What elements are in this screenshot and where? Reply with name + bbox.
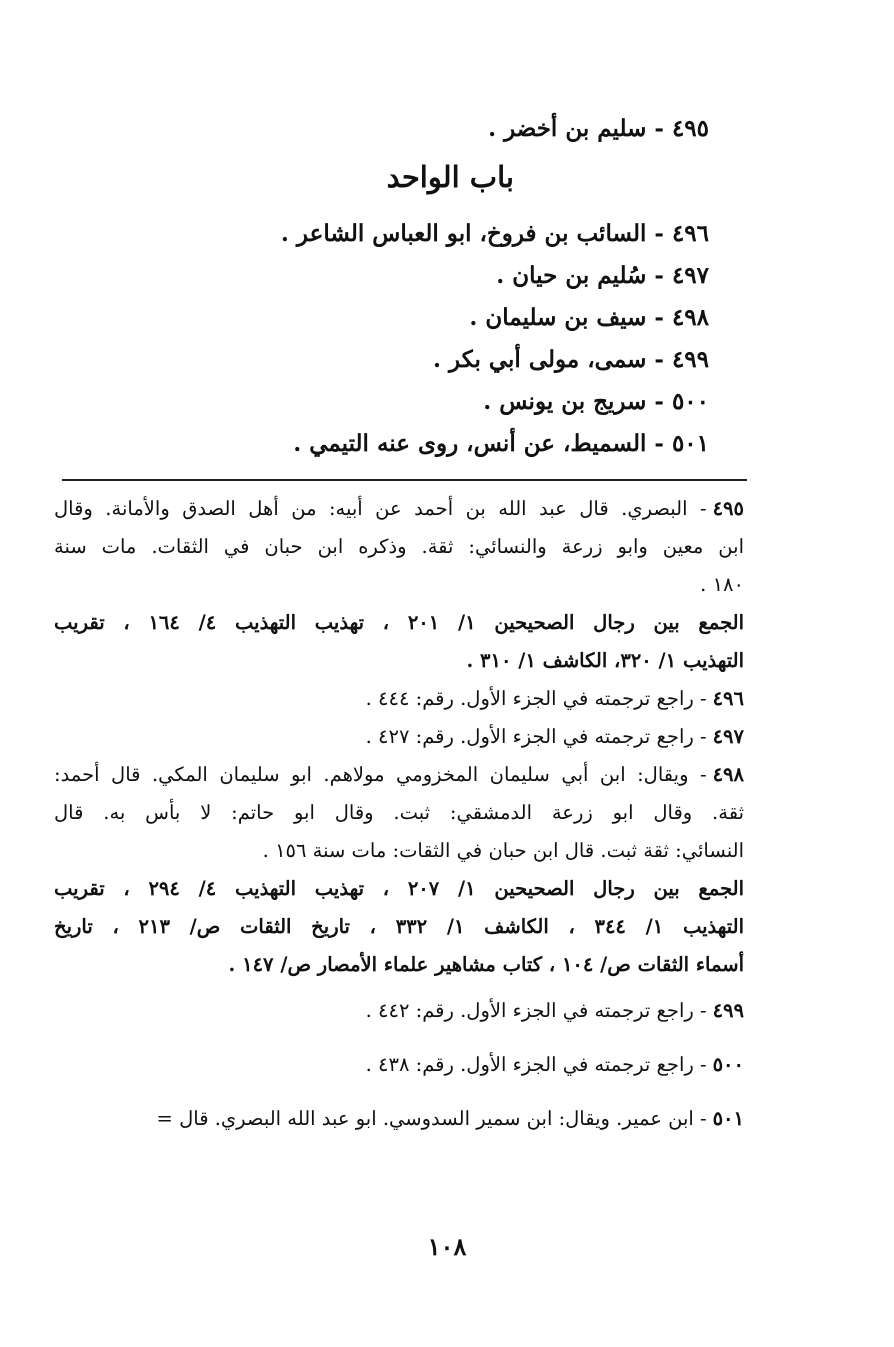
entry-list-top xyxy=(149,108,709,150)
spacer xyxy=(54,1030,744,1046)
entry-number: ٤٩٨ xyxy=(671,304,709,331)
footnote-reference-line: التهذيب ١/ ٣٤٤ ، الكاشف ١/ ٣٣٢ ، تاريخ الثقات ص/ ٢١٣ ، تاريخ xyxy=(54,915,744,938)
footnote-number: ٤٩٥ xyxy=(712,497,744,520)
footnote-number: ٤٩٦ xyxy=(712,687,744,710)
footnote-number: ٤٩٨ xyxy=(712,763,744,786)
entry-text: - سُليم بن حيان . xyxy=(496,262,664,289)
footnote-501 xyxy=(54,1100,744,1138)
entry-text: - سمى، مولى أبي بكر . xyxy=(433,346,664,373)
footnote-line xyxy=(54,1046,744,1084)
entry-text: - سريج بن يونس . xyxy=(483,388,664,415)
footnote-text: - راجع ترجمته في الجزء الأول. رقم: ٤٤٤ . xyxy=(365,687,707,710)
footnote-line xyxy=(54,680,744,718)
footnote-line xyxy=(54,756,744,794)
footnote-line xyxy=(54,1100,744,1138)
footnote-reference-line: أسماء الثقات ص/ ١٠٤ ، كتاب مشاهير علماء الأمصار ص/ ١٤٧ . xyxy=(228,953,744,976)
footnote-reference-line: الجمع بين رجال الصحيحين ١/ ٢٠١ ، تهذيب التهذيب ٤/ ١٦٤ ، تقريب xyxy=(54,611,745,634)
entry-item xyxy=(149,381,709,423)
entry-number: ٤٩٦ xyxy=(671,220,709,247)
entry-number: ٥٠١ xyxy=(671,430,709,457)
footnote-text: - ابن عمير. ويقال: ابن سمير السدوسي. ابو عبد الله البصري. قال = xyxy=(156,1107,707,1130)
entry-text: - سليم بن أخضر . xyxy=(488,115,664,142)
footnote-498 xyxy=(54,756,744,984)
entry-item xyxy=(149,297,709,339)
footnote-text: - راجع ترجمته في الجزء الأول. رقم: ٤٣٨ . xyxy=(365,1053,707,1076)
entry-number: ٤٩٥ xyxy=(671,115,709,142)
entry-item xyxy=(149,108,709,150)
footnote-number: ٥٠٠ xyxy=(712,1053,744,1076)
page-number: ١٠٨ xyxy=(427,1232,467,1261)
footnote-line xyxy=(54,490,744,528)
spacer xyxy=(54,984,744,992)
entry-number: ٥٠٠ xyxy=(671,388,709,415)
footnote-number: ٤٩٧ xyxy=(712,725,744,748)
spacer xyxy=(54,1084,744,1100)
entry-number: ٤٩٩ xyxy=(671,346,709,373)
entry-item xyxy=(149,423,709,465)
entry-text: - السميط، عن أنس، روى عنه التيمي . xyxy=(293,430,664,457)
footnote-496 xyxy=(54,680,744,718)
entry-item xyxy=(149,255,709,297)
entry-text: - السائب بن فروخ، ابو العباس الشاعر . xyxy=(280,220,664,247)
footnote-reference-line: الجمع بين رجال الصحيحين ١/ ٢٠٧ ، تهذيب التهذيب ٤/ ٢٩٤ ، تقريب xyxy=(54,877,745,900)
footnote-line xyxy=(54,718,744,756)
entry-item xyxy=(149,213,709,255)
footnote-text: - راجع ترجمته في الجزء الأول. رقم: ٤٤٢ . xyxy=(365,999,707,1022)
entry-text: - سيف بن سليمان . xyxy=(469,304,664,331)
footnote-number: ٥٠١ xyxy=(712,1107,744,1130)
footnote-text: - البصري. قال عبد الله بن أحمد عن أبيه: من أهل الصدق والأمانة. وقال xyxy=(54,497,707,520)
footnote-497 xyxy=(54,718,744,756)
footnote-divider xyxy=(62,479,747,481)
footnote-number: ٤٩٩ xyxy=(712,999,744,1022)
footnote-line: النسائي: ثقة ثبت. قال ابن حبان في الثقات: مات سنة ١٥٦ . xyxy=(262,839,744,862)
section-title: باب الواحد xyxy=(386,160,514,194)
entry-item xyxy=(149,339,709,381)
footnote-text: - ويقال: ابن أبي سليمان المخزومي مولاهم. ابو سليمان المكي. قال أحمد: xyxy=(54,763,707,786)
footnote-line: ثقة. وقال ابو زرعة الدمشقي: ثبت. وقال ابو حاتم: لا بأس به. قال xyxy=(54,801,744,824)
footnote-line: ١٨٠ . xyxy=(700,573,744,596)
footnote-line: ابن معين وابو زرعة والنسائي: ثقة. وذكره ابن حبان في الثقات. مات سنة xyxy=(54,535,744,558)
footnote-line xyxy=(54,992,744,1030)
footnote-reference-line: التهذيب ١/ ٣٢٠، الكاشف ١/ ٣١٠ . xyxy=(466,649,744,672)
footnote-500 xyxy=(54,1046,744,1084)
footnote-495 xyxy=(54,490,744,680)
footnote-text: - راجع ترجمته في الجزء الأول. رقم: ٤٢٧ . xyxy=(365,725,707,748)
entry-list xyxy=(149,213,709,465)
footnotes xyxy=(54,490,744,1138)
footnote-499 xyxy=(54,992,744,1030)
entry-number: ٤٩٧ xyxy=(671,262,709,289)
